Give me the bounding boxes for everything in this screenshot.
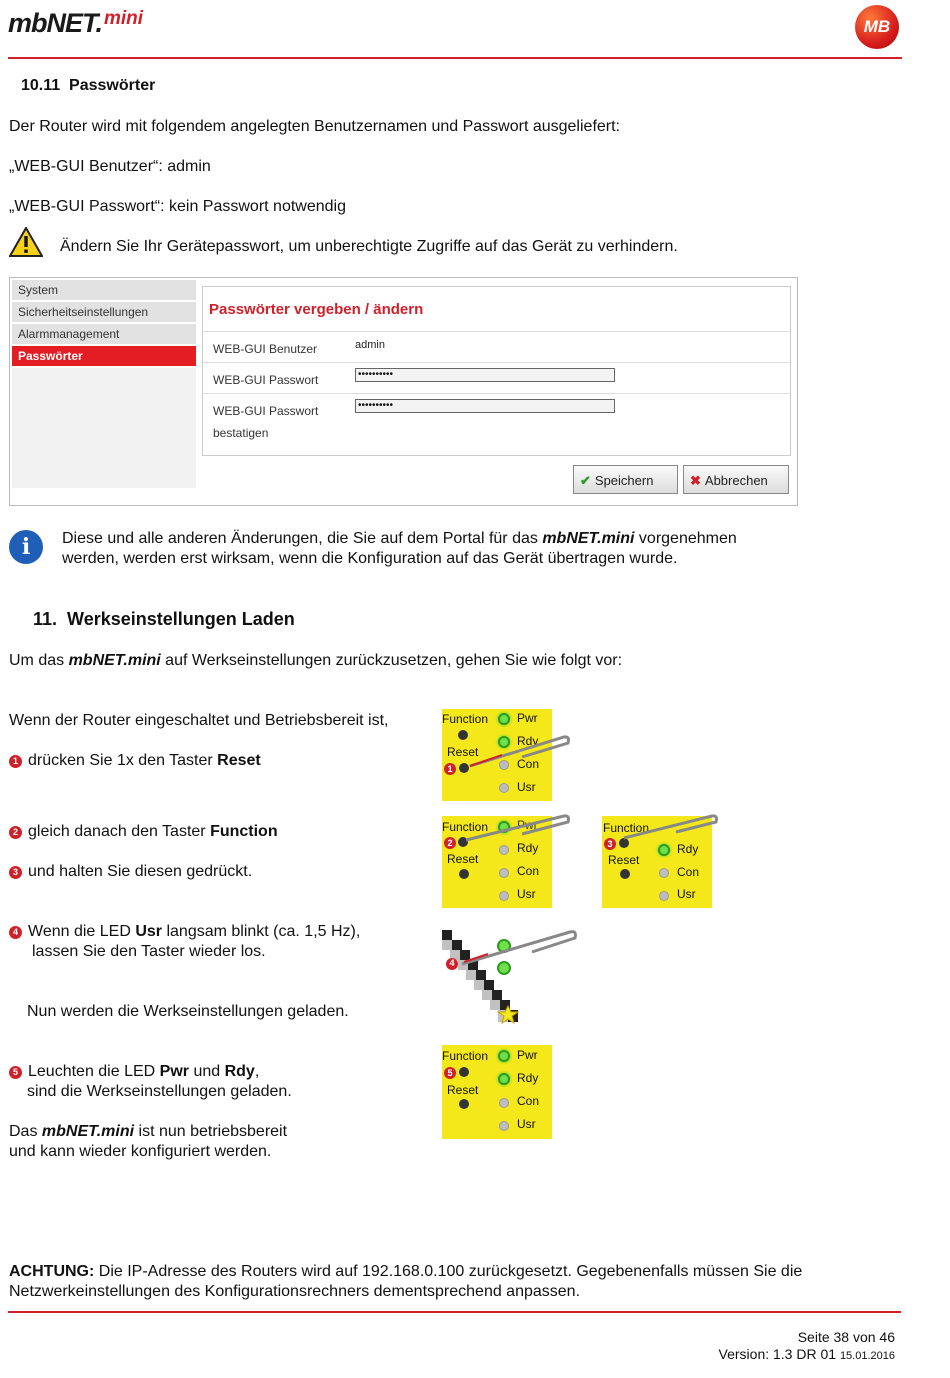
pwr-led (498, 713, 510, 725)
ready-text: Das mbNET.mini ist nun betriebsbereit (9, 1123, 288, 1140)
led-panel-function-hold (602, 816, 712, 908)
con-led (499, 1098, 509, 1108)
badge-3: 3 (604, 838, 616, 850)
rdy-label: Rdy (677, 842, 699, 856)
header-divider (8, 57, 902, 59)
function-label: Function (442, 820, 489, 834)
reset-label: Reset (447, 745, 479, 759)
confirm-row (203, 393, 790, 454)
info-icon: i (9, 530, 43, 564)
usr-led (659, 891, 669, 901)
con-led (659, 868, 669, 878)
confirm-label: WEB-GUI Passwort (213, 404, 319, 418)
paperclip-icon (462, 731, 572, 771)
pwr-label: Pwr (517, 711, 538, 725)
password-settings-screenshot (9, 277, 798, 506)
bullet-1: 1 (9, 755, 22, 768)
confirm-label-2: bestatigen (213, 426, 269, 440)
user-value: admin (355, 339, 385, 351)
badge-5: 5 (444, 1067, 456, 1079)
bullet-4: 4 (9, 926, 22, 939)
usr-led-blink-illustration (442, 924, 578, 1030)
reset-label: Reset (608, 853, 640, 867)
page-number: Seite 38 von 46 (797, 1329, 895, 1345)
pwr-label: Pwr (517, 1048, 538, 1062)
usr-label: Usr (517, 887, 536, 901)
check-icon: ✔ (580, 473, 591, 488)
password-label: WEB-GUI Passwort (213, 373, 319, 387)
password-input[interactable]: •••••••••• (355, 368, 615, 382)
step-4: 4 Wenn die LED Usr langsam blinkt (ca. 1,5 Hz), (9, 922, 360, 942)
attention-line2: Netzwerkeinstellungen des Konfigurationsrechners dementsprechend anpassen. (9, 1283, 581, 1300)
function-label: Function (442, 1049, 489, 1063)
rdy-label: Rdy (517, 841, 539, 855)
section-heading-10-11: 10.11 Passwörter (21, 77, 156, 94)
step-5: 5 Leuchten die LED Pwr und Rdy, (9, 1062, 259, 1082)
user-label: WEB-GUI Benutzer (213, 342, 318, 356)
step-3: 3 und halten Sie diesen gedrückt. (9, 862, 252, 882)
loading-text: Nun werden die Werkseinstellungen geladen. (27, 1003, 349, 1020)
info-text-line1: Diese und alle anderen Änderungen, die Sie auf dem Portal für das mbNET.mini vorgenehmen (62, 530, 737, 547)
warning-icon (9, 227, 43, 257)
info-text-line2: werden, werden erst wirksam, wenn die Konfiguration auf das Gerät übertragen wurde. (62, 550, 678, 567)
usr-label: Usr (677, 887, 696, 901)
settings-nav (12, 280, 196, 488)
user-row (203, 331, 790, 362)
led-panel-reset (442, 709, 552, 801)
nav-item-security[interactable]: Sicherheitseinstellungen (12, 302, 196, 324)
user-line: „WEB-GUI Benutzer“: admin (9, 158, 211, 175)
warning-text: Ändern Sie Ihr Gerätepasswort, um unberechtigte Zugriffe auf das Gerät zu verhindern. (60, 238, 678, 255)
nav-item-passwords[interactable]: Passwörter (12, 346, 196, 368)
save-button[interactable]: ✔ Speichern (573, 465, 678, 494)
nav-item-system[interactable]: System (12, 280, 196, 302)
usr-label: Usr (517, 780, 536, 794)
ready-text-line2: und kann wieder konfiguriert werden. (9, 1143, 272, 1160)
paperclip-icon (462, 810, 572, 844)
rdy-label: Rdy (517, 1071, 539, 1085)
reset-label: Reset (447, 1083, 479, 1097)
function-label: Function (603, 821, 650, 835)
step-precondition: Wenn der Router eingeschaltet und Betriebsbereit ist, (9, 712, 389, 729)
usr-led (499, 783, 509, 793)
nav-item-alarm[interactable]: Alarmmanagement (12, 324, 196, 346)
reset-button (459, 869, 469, 879)
con-label: Con (517, 1094, 540, 1108)
pwr-led (498, 1050, 510, 1062)
reset-button (620, 869, 630, 879)
bullet-3: 3 (9, 866, 22, 879)
rdy-led (658, 844, 670, 856)
led-panel-loaded (442, 1045, 552, 1139)
step-2: 2 gleich danach den Taster Function (9, 822, 278, 842)
rdy-label: Rdy (517, 734, 539, 748)
mbnet-mini-logo: mbNET. $^{mini}$ (8, 8, 144, 38)
intro-text: Der Router wird mit folgendem angelegten Benutzernamen und Passwort ausgeliefert: (9, 118, 620, 135)
step-4-line2: lassen Sie den Taster wieder los. (32, 943, 266, 960)
password-row (203, 362, 790, 393)
con-led (499, 868, 509, 878)
close-icon: ✖ (690, 473, 701, 488)
reset-button (459, 1099, 469, 1109)
nav-filler (12, 368, 196, 488)
con-label: Con (517, 757, 540, 771)
con-label: Con (677, 865, 700, 879)
cancel-button[interactable]: ✖ Abbrechen (683, 465, 789, 494)
con-label: Con (517, 864, 540, 878)
attention-line1: ACHTUNG: Die IP-Adresse des Routers wird auf 192.168.0.100 zurückgesetzt. Gegebenenfalls müssen Sie die (9, 1263, 803, 1280)
usr-led (499, 891, 509, 901)
version-info: Version: 1.3 DR 01 15.01.2016 (718, 1346, 895, 1362)
reset-intro: Um das mbNET.mini auf Werkseinstellungen zurückzusetzen, gehen Sie wie folgt vor: (9, 652, 623, 669)
password-form (202, 286, 791, 456)
badge-1: 1 (444, 763, 456, 775)
pwr-label: Pwr (517, 818, 538, 832)
footer-divider (8, 1311, 901, 1313)
function-label: Function (442, 712, 489, 726)
reset-label: Reset (447, 852, 479, 866)
mb-badge-logo: MB (855, 5, 899, 49)
password-line: „WEB-GUI Passwort“: kein Passwort notwendig (9, 198, 346, 215)
step-1: 1 drücken Sie 1x den Taster Reset (9, 751, 261, 771)
usr-led (499, 1121, 509, 1131)
function-button (459, 1067, 469, 1077)
rdy-led (498, 1073, 510, 1085)
led-panel-function (442, 816, 552, 908)
confirm-password-input[interactable]: •••••••••• (355, 399, 615, 413)
usr-label: Usr (517, 1117, 536, 1131)
form-title: Passwörter vergeben / ändern (209, 301, 424, 318)
bullet-2: 2 (9, 826, 22, 839)
bullet-5: 5 (9, 1066, 22, 1079)
section-heading-11: 11. Werkseinstellungen Laden (33, 609, 295, 629)
rdy-led (499, 845, 509, 855)
paperclip-icon (620, 812, 720, 842)
badge-2: 2 (444, 837, 456, 849)
badge-4: 4 (449, 958, 455, 968)
step-5-line2: sind die Werkseinstellungen geladen. (27, 1083, 292, 1100)
